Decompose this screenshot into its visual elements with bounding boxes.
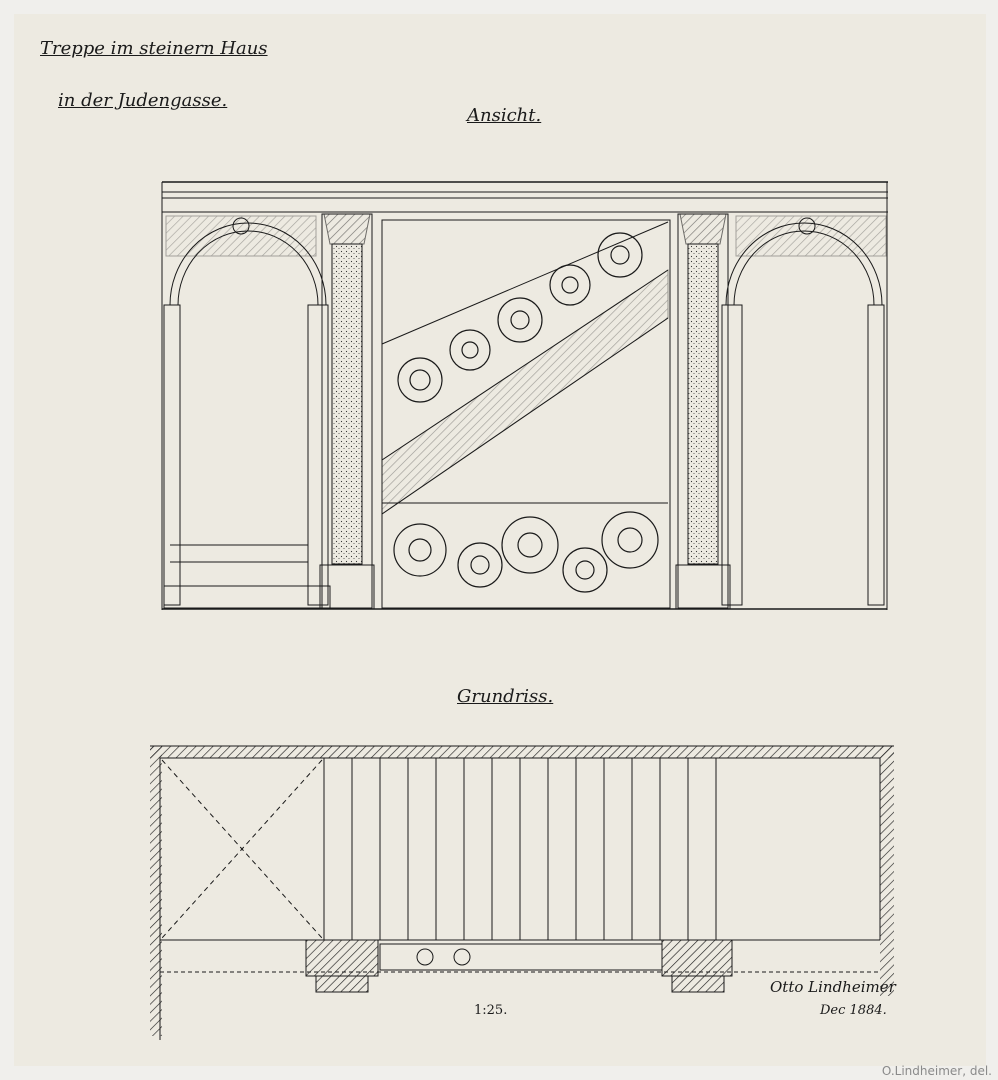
elevation-drawing	[162, 182, 888, 610]
elevation-label: Ansicht.	[467, 105, 542, 126]
plan-label: Grundriss.	[457, 686, 554, 707]
scale-label: 1:25.	[474, 1003, 508, 1018]
credit-caption: O.Lindheimer, del.	[881, 1064, 992, 1078]
signature: Otto Lindheimer	[770, 978, 896, 996]
signature-date: Dec 1884.	[820, 1003, 887, 1018]
drawing-title-line2: in der Judengasse.	[58, 90, 228, 111]
drawing-title-line1: Treppe im steinern Haus	[40, 38, 268, 59]
